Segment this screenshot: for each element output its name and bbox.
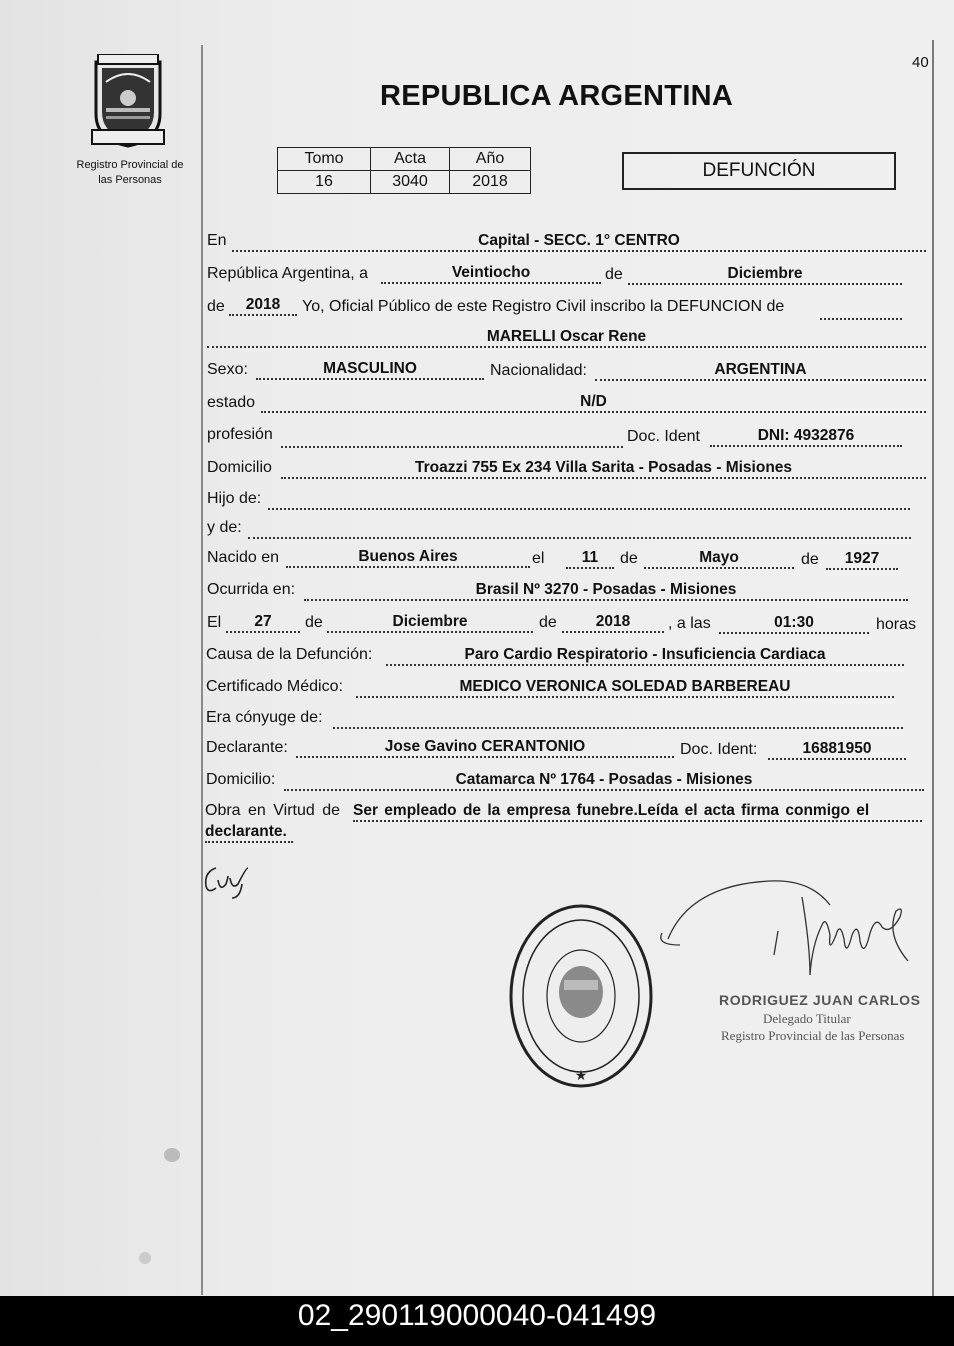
field-sexo: MASCULINO: [256, 360, 484, 380]
misiones-crest-icon: [88, 54, 168, 150]
label-hijo-de: Hijo de:: [207, 490, 262, 507]
field-nac-mes: Mayo: [644, 549, 794, 569]
field-lugar: Capital - SECC. 1° CENTRO: [232, 232, 926, 252]
field-nacionalidad: ARGENTINA: [595, 361, 926, 381]
label-de-5: de: [305, 614, 323, 631]
field-dia-letras: Veintiocho: [381, 264, 601, 284]
tomo-header: Tomo: [278, 148, 371, 171]
field-anio: 2018: [229, 296, 297, 316]
registry-caption: [55, 158, 205, 188]
label-de-3: de: [620, 550, 638, 567]
field-ocurrida-en: Brasil Nº 3270 - Posadas - Misiones: [304, 581, 908, 601]
field-def-mes: Diciembre: [327, 613, 533, 633]
label-de-2: de: [207, 298, 225, 315]
signatory-office: Registro Provincial de las Personas: [721, 1028, 905, 1043]
label-certificado: Certificado Médico:: [206, 678, 343, 695]
label-domicilio: Domicilio: [207, 459, 272, 476]
label-conyuge: Era cónyuge de:: [206, 709, 323, 726]
register-table: [277, 147, 531, 194]
page-number: 40: [912, 54, 929, 71]
acta-header: Acta: [371, 148, 450, 171]
label-de-1: de: [605, 266, 623, 283]
field-y-de: [248, 519, 911, 539]
field-declarante-domicilio: Catamarca Nº 1764 - Posadas - Misiones: [284, 771, 924, 791]
field-doc-ident: DNI: 4932876: [710, 427, 902, 447]
label-estado: estado: [207, 394, 256, 411]
field-conyuge: [333, 709, 903, 729]
label-domicilio-2: Domicilio:: [206, 771, 276, 788]
label-de-4: de: [801, 551, 819, 568]
field-def-dia: 27: [226, 613, 300, 633]
label-profesion: profesión: [207, 426, 273, 443]
anio-header: Año: [450, 148, 531, 171]
field-nac-anio: 1927: [826, 550, 898, 570]
field-def-hora: 01:30: [719, 614, 869, 634]
signatory-role: Delegado Titular: [763, 1011, 851, 1026]
right-margin-line: [932, 40, 934, 1296]
label-horas: horas: [876, 616, 917, 633]
field-causa: Paro Cardio Respiratorio - Insuficiencia Cardiaca: [386, 646, 904, 666]
label-republica: República Argentina, a: [207, 265, 368, 282]
label-a-las: , a las: [668, 615, 711, 632]
field-obra-line-1: Ser empleado de la empresa funebre.Leída el acta firma conmigo el: [353, 802, 922, 822]
field-nacido-en: Buenos Aires: [286, 548, 530, 568]
field-def-anio: 2018: [562, 613, 664, 633]
tomo-value: 16: [278, 171, 371, 194]
field-yo-blank: [820, 300, 902, 320]
register-header-row: [278, 148, 531, 171]
label-ocurrida-en: Ocurrida en:: [207, 581, 296, 598]
signature-icon: [660, 875, 920, 985]
svg-text:★: ★: [574, 1068, 588, 1084]
label-obra: Obra en Virtud de: [205, 802, 341, 819]
label-doc-ident: Doc. Ident: [627, 428, 700, 445]
label-causa: Causa de la Defunción:: [206, 646, 373, 663]
field-hijo-de: [268, 490, 910, 510]
field-profesion: [281, 428, 623, 448]
label-sexo: Sexo:: [207, 361, 248, 378]
field-obra-line-2: declarante.: [205, 823, 293, 843]
field-domicilio: Troazzi 755 Ex 234 Villa Sarita - Posadas - Misiones: [281, 459, 926, 479]
field-certificado: MEDICO VERONICA SOLEDAD BARBEREAU: [356, 678, 894, 698]
field-mes: Diciembre: [628, 265, 902, 285]
label-nacionalidad: Nacionalidad:: [490, 362, 587, 379]
field-fallecido: MARELLI Oscar Rene: [207, 328, 926, 348]
signatory-name: RODRIGUEZ JUAN CARLOS: [719, 992, 921, 1008]
label-nacido-en: Nacido en: [207, 549, 280, 566]
acta-value: 3040: [371, 171, 450, 194]
field-nac-dia: 11: [566, 549, 614, 569]
label-de-6: de: [539, 614, 557, 631]
page-title: REPUBLICA ARGENTINA: [380, 80, 734, 112]
document-id-footer: 02_290119000040-041499: [0, 1296, 954, 1346]
label-declarante: Declarante:: [206, 739, 288, 756]
smudge: [139, 1252, 151, 1264]
field-estado: N/D: [261, 393, 926, 413]
register-value-row: [278, 171, 531, 194]
handwritten-initials-icon: [202, 858, 258, 900]
smudge: [164, 1148, 180, 1162]
label-en: En: [207, 232, 227, 249]
registry-line-2: las Personas: [98, 174, 162, 186]
label-yo: Yo, Oficial Público de este Registro Civil inscribo la DEFUNCION de: [302, 298, 785, 315]
field-declarante: Jose Gavino CERANTONIO: [296, 738, 674, 758]
left-margin-line: [201, 45, 203, 1295]
registry-line-1: Registro Provincial de: [76, 159, 184, 171]
label-y-de: y de:: [207, 519, 242, 536]
anio-value: 2018: [450, 171, 531, 194]
label-el: el: [532, 550, 545, 567]
official-stamp-icon: [508, 902, 654, 1090]
field-declarante-doc: 16881950: [768, 740, 906, 760]
label-doc-ident-2: Doc. Ident:: [680, 741, 758, 758]
label-el-cap: El: [207, 614, 222, 631]
document-type-box: DEFUNCIÓN: [622, 152, 896, 190]
